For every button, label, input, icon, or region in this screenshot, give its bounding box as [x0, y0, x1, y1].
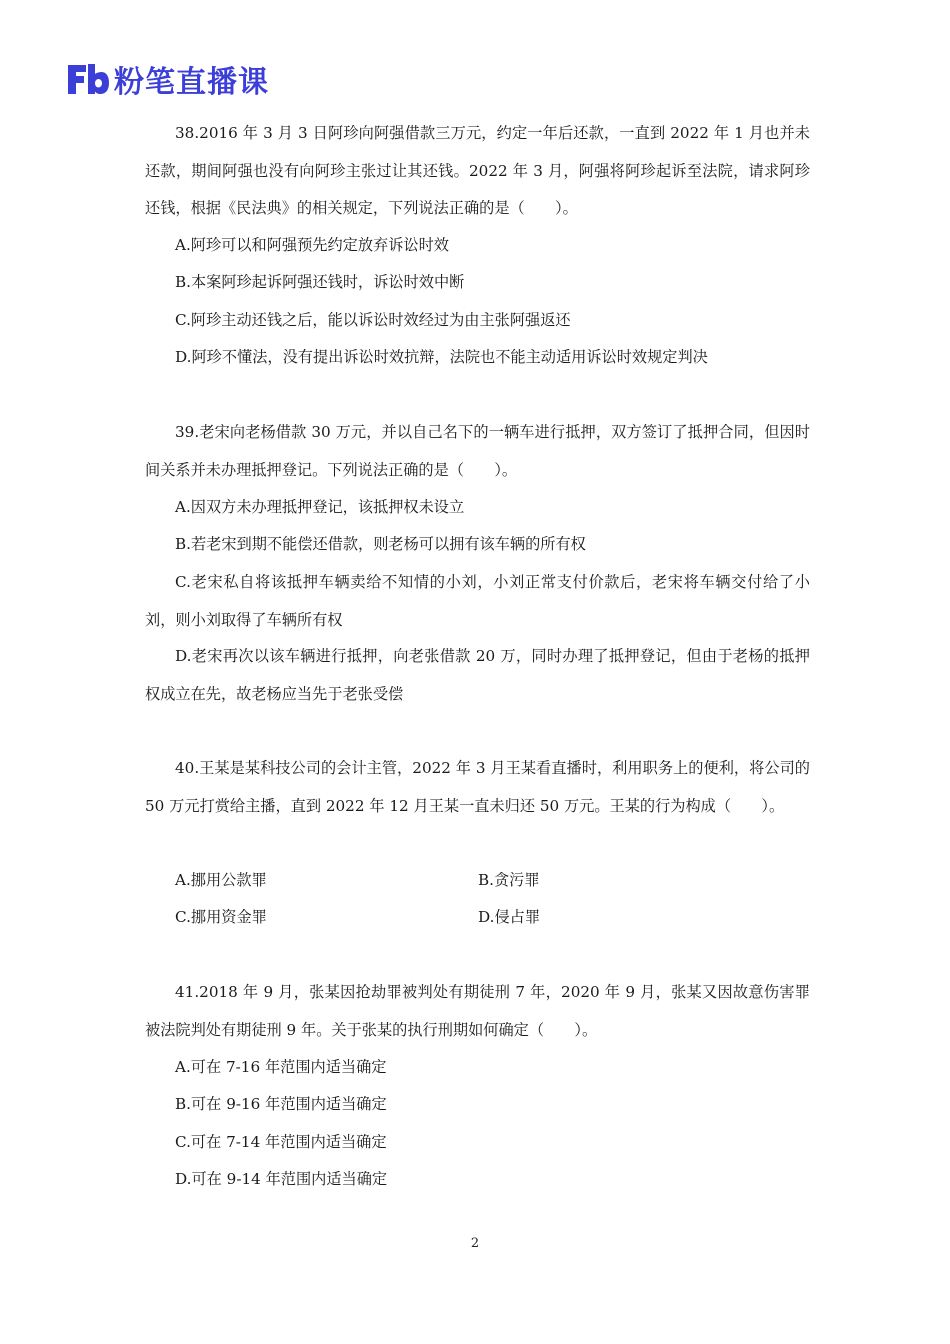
question-40-option-a: A.挪用公款罪: [175, 871, 267, 889]
question-39-option-b: B.若老宋到期不能偿还借款，则老杨可以拥有该车辆的所有权: [175, 535, 586, 553]
question-40-option-b: B.贪污罪: [478, 871, 540, 889]
question-39-option-c: C.老宋私自将该抵押车辆卖给不知情的小刘，小刘正常支付价款后，老宋将车辆交付给了小刘，则小刘取得了车辆所有权: [145, 573, 810, 629]
question-41-option-c: C.可在 7-14 年范围内适当确定: [175, 1133, 387, 1151]
question-39-stem: 39.老宋向老杨借款 30 万元，并以自己名下的一辆车进行抵押，双方签订了抵押合同，但因时间关系并未办理抵押登记。下列说法正确的是（ ）。: [145, 423, 810, 479]
question-38-option-a: A.阿珍可以和阿强预先约定放弃诉讼时效: [175, 236, 449, 254]
question-38-option-b: B.本案阿珍起诉阿强还钱时，诉讼时效中断: [175, 273, 465, 291]
fb-logo-icon: [66, 61, 110, 97]
brand-header: [66, 58, 269, 100]
question-41-option-b: B.可在 9-16 年范围内适当确定: [175, 1095, 387, 1113]
question-41-option-a: A.可在 7-16 年范围内适当确定: [175, 1058, 387, 1076]
question-41-option-d: D.可在 9-14 年范围内适当确定: [175, 1170, 388, 1188]
question-40-stem: 40.王某是某科技公司的会计主管，2022 年 3 月王某看直播时，利用职务上的便利，将公司的 50 万元打赏给主播，直到 2022 年 12 月王某一直未归还 50 万元。王某的行为构成（ ）。: [145, 759, 810, 815]
question-40-option-c: C.挪用资金罪: [175, 908, 267, 926]
question-39-option-d: D.老宋再次以该车辆进行抵押，向老张借款 20 万，同时办理了抵押登记，但由于老杨的抵押权成立在先，故老杨应当先于老张受偿: [145, 647, 810, 703]
question-41-stem: 41.2018 年 9 月，张某因抢劫罪被判处有期徒刑 7 年，2020 年 9 月，张某又因故意伤害罪被法院判处有期徒刑 9 年。关于张某的执行刑期如何确定（ ）。: [145, 983, 810, 1039]
brand-name: 粉笔直播课: [114, 65, 269, 100]
question-39-option-a: A.因双方未办理抵押登记，该抵押权未设立: [175, 498, 465, 516]
question-38-stem: 38.2016 年 3 月 3 日阿珍向阿强借款三万元，约定一年后还款，一直到 2022 年 1 月也并未还款，期间阿强也没有向阿珍主张过让其还钱。2022 年 3 月，阿强将阿珍起诉至法院，请求阿珍还钱，根据《民法典》的相关规定，下列说法正确的是（ ）。: [145, 124, 810, 217]
question-38-option-c: C.阿珍主动还钱之后，能以诉讼时效经过为由主张阿强返还: [175, 311, 571, 329]
question-40-option-d: D.侵占罪: [478, 908, 541, 926]
page-number: 2: [470, 1236, 480, 1251]
question-38-option-d: D.阿珍不懂法，没有提出诉讼时效抗辩，法院也不能主动适用诉讼时效规定判决: [175, 348, 708, 366]
